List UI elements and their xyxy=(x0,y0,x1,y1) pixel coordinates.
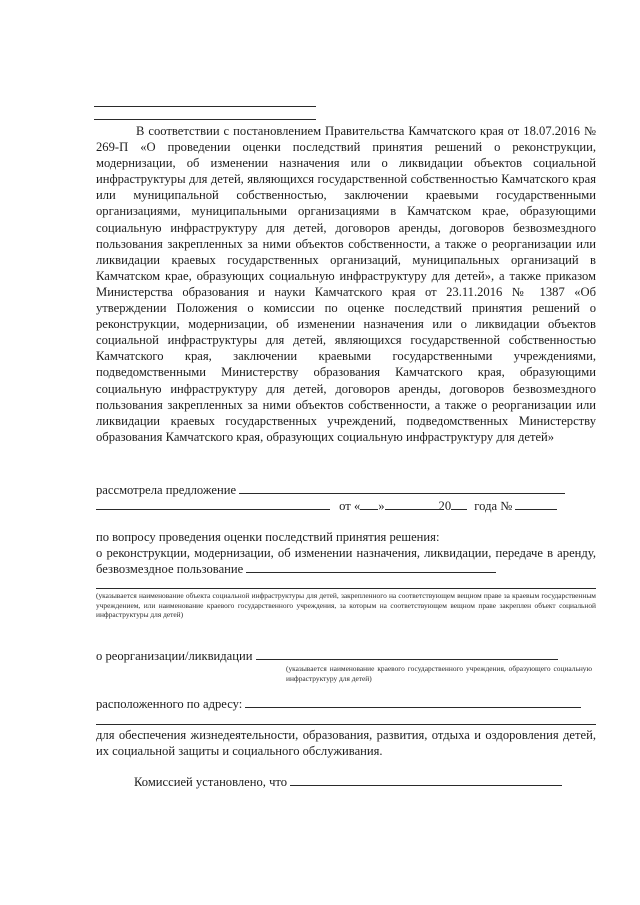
date-mid-label: » xyxy=(378,499,385,513)
year-prefix: 20 xyxy=(438,499,452,513)
object-field-line-2 xyxy=(96,588,596,589)
number-field[interactable] xyxy=(515,498,557,510)
date-suffix-label: года № xyxy=(474,499,513,513)
reorg-label: о реорганизации/ликвидации xyxy=(96,649,253,663)
address-field[interactable] xyxy=(245,696,581,708)
considered-line xyxy=(96,482,565,498)
reconstruction-paragraph xyxy=(96,545,596,577)
blank-line-top-2 xyxy=(94,119,316,120)
address-label: расположенного по адресу: xyxy=(96,697,243,711)
proposal-field[interactable] xyxy=(239,482,565,494)
blank-line-top-1 xyxy=(94,106,316,107)
established-line xyxy=(134,774,562,790)
proposal-field-cont[interactable] xyxy=(96,498,330,510)
object-note: (указывается наименование объекта социальной инфраструктуры для детей, закрепленного на соответствующем вещном праве за краевым государственным учреждением, или наименование краевого государственного учреждения, за которым на соответствующем вещном праве закреплен объект социальной инфраструктуры для детей) xyxy=(96,591,596,620)
reorg-line xyxy=(96,648,558,664)
object-field[interactable] xyxy=(246,561,496,573)
date-line xyxy=(96,498,557,514)
month-field[interactable] xyxy=(385,498,439,510)
question-line: по вопросу проведения оценки последствий принятия решения: xyxy=(96,530,440,544)
purpose-paragraph: для обеспечения жизнедеятельности, образования, развития, отдыха и оздоровления детей, их социальной защиты и социального обслуживания. xyxy=(96,728,596,759)
reconstruction-text: о реконструкции, модернизации, об изменении назначения, ликвидации, передаче в аренду, безвозмездное пользование xyxy=(96,546,596,577)
established-label: Комиссией установлено, что xyxy=(134,775,288,789)
address-line xyxy=(96,696,581,712)
year-field[interactable] xyxy=(451,498,467,510)
considered-label: рассмотрела предложение xyxy=(96,483,237,497)
preamble-paragraph: В соответствии с постановлением Правительства Камчатского края от 18.07.2016 № 269-П «О проведении оценки последствий принятия решений о реконструкции, модернизации, об изменении назначения или о ликвидации объектов социальной инфраструктуры для детей, являющихся государственной собственностью Камчатского края или муниципальной собственностью, заключении краевыми государственными организациями, муниципальными организациями в Камчатском крае, образующими социальную инфраструктуру для детей, договоров аренды, договоров безвозмездного пользования закрепленных за ними объектов собственности, а также о реорганизации или ликвидации краевых государственных организаций, муниципальных организаций в Камчатском крае, образующих социальную инфраструктуру для детей», а также приказом Министерства образования и науки Камчатского края от 23.11.2016 № 1387 «Об утверждении Положения о комиссии по оценке последствий принятия решений о реконструкции, модернизации, об изменении назначения или о ликвидации объектов социальной инфраструктуры для детей, являющихся государственной собственностью Камчатского края, заключении краевыми государственными учреждениями, подведомственными Министерству образования Камчатского края, образующими социальную инфраструктуру для детей, договоров аренды, договоров безвозмездного пользования закрепленных за ними объектов собственности, а также о реорганизации или ликвидации краевых государственных учреждений, подведомственных Министерству образования Камчатского края, образующих социальную инфраструктуру для детей» xyxy=(96,124,596,444)
date-from-label: от « xyxy=(339,499,361,513)
established-field[interactable] xyxy=(290,774,562,786)
institution-field[interactable] xyxy=(256,648,558,660)
institution-note: (указывается наименование краевого государственного учреждения, образующего социальную инфраструктуру для детей) xyxy=(286,664,592,683)
address-field-line-2 xyxy=(96,724,596,725)
day-field[interactable] xyxy=(360,498,378,510)
